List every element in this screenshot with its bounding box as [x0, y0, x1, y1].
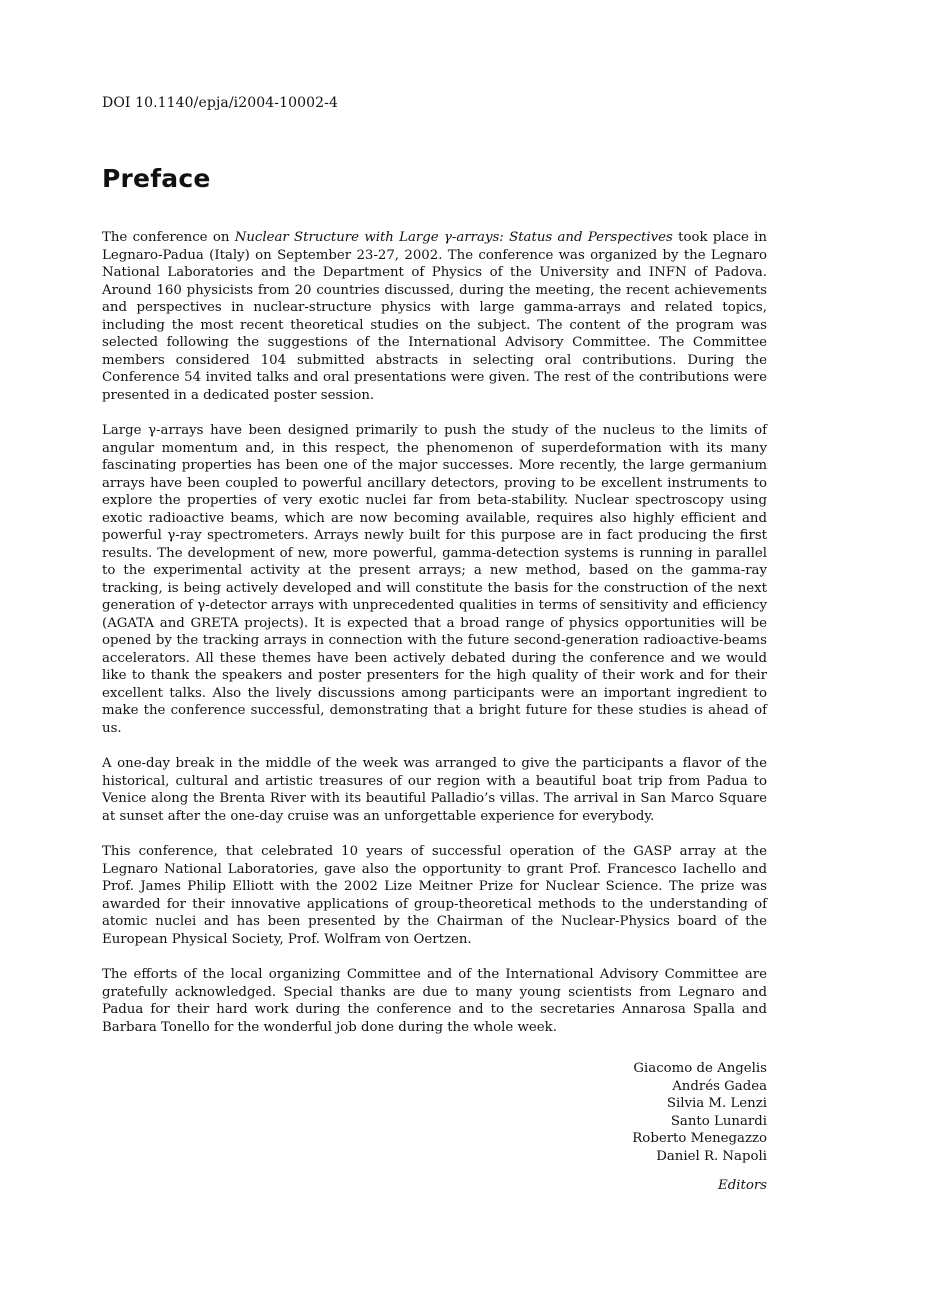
paragraph-acknowledgements: The efforts of the local organizing Committee and of the International Advisory Committee are gratefully acknowledged. Special thanks are due to many young scientists from Legnaro and Padua for their hard work during the conference and to the secretaries Annarosa Spalla and Barbara Tonello for the wonderful job done during the whole week. — [102, 967, 767, 1035]
editors-role-label: Editors — [718, 1178, 767, 1193]
preface-body — [102, 229, 767, 1054]
paragraph-1-rest: took place in Legnaro-Padua (Italy) on September 23-27, 2002. The conference was organized by the Legnaro National Laboratories and the Department of Physics of the University and INFN of Padova. Around 160 physicists from 20 countries discussed, during the meeting, the recent achievements and perspectives in nuclear-structure physics with large gamma-arrays and related topics, including the most recent theoretical studies on the subject. The content of the program was selected following the suggestions of the International Advisory Committee. The Committee members considered 104 submitted abstracts in selecting oral contributions. During the Conference 54 invited talks and oral presentations were given. The rest of the contributions were presented in a dedicated poster session. — [102, 230, 767, 403]
paragraph-gamma-arrays: Large γ-arrays have been designed primarily to push the study of the nucleus to the limits of angular momentum and, in this respect, the phenomenon of superdeformation with its many fascinating properties has been one of the major successes. More recently, the large germanium arrays have been coupled to powerful ancillary detectors, proving to be excellent instruments to explore the properties of very exotic nuclei far from beta-stability. Nuclear spectroscopy using exotic radioactive beams, which are now becoming available, requires also highly efficient and powerful γ-ray spectrometers. Arrays newly built for this purpose are in fact producing the first results. The development of new, more powerful, gamma-detection systems is running in parallel to the experimental activity at the present arrays; a new method, based on the gamma-ray tracking, is being actively developed and will constitute the basis for the construction of the next generation of γ-detector arrays with unprecedented qualities in terms of sensitivity and efficiency (AGATA and GRETA projects). It is expected that a broad range of physics opportunities will be opened by the tracking arrays in connection with the future second-generation radioactive-beams accelerators. All these themes have been actively debated during the conference and we would like to thank the speakers and poster presenters for the high quality of their work and for their excellent talks. Also the lively discussions among participants were an important ingredient to make the conference successful, demonstrating that a bright future for these studies is ahead of us. — [102, 423, 767, 736]
editor-name: Daniel R. Napoli — [656, 1148, 767, 1164]
paragraph-prize: This conference, that celebrated 10 years of successful operation of the GASP array at the Legnaro National Laboratories, gave also the opportunity to grant Prof. Francesco Iachello and Prof. James Philip Elliott with the 2002 Lize Meitner Prize for Nuclear Science. The prize was awarded for their innovative applications of group-theoretical methods to the understanding of atomic nuclei and has been presented by the Chairman of the Nuclear-Physics board of the European Physical Society, Prof. Wolfram von Oertzen. — [102, 844, 767, 947]
editor-name: Giacomo de Angelis — [633, 1061, 767, 1076]
page-title: Preface — [102, 164, 211, 193]
editor-name: Andrés Gadea — [672, 1078, 767, 1094]
editor-name: Santo Lunardi — [670, 1113, 767, 1129]
doi-line: DOI 10.1140/epja/i2004-10002-4 — [102, 95, 338, 111]
editor-name: Roberto Menegazzo — [632, 1131, 767, 1146]
paragraph-excursion: A one-day break in the middle of the week was arranged to give the participants a flavor of the historical, cultural and artistic treasures of our region with a beautiful boat trip from Padua to Venice along the Brenta River with its beautiful Palladio’s villas. The arrival in San Marco Square at sunset after the one-day cruise was an unforgettable experience for everybody. — [102, 756, 767, 824]
editor-name: Silvia M. Lenzi — [666, 1096, 767, 1111]
paragraph-1-lead: The conference on — [102, 230, 235, 245]
paragraph-conference-overview — [102, 229, 767, 404]
editors-signature — [632, 1060, 767, 1195]
conference-title-italic: Nuclear Structure with Large γ-arrays: Status and Perspectives — [234, 230, 673, 245]
